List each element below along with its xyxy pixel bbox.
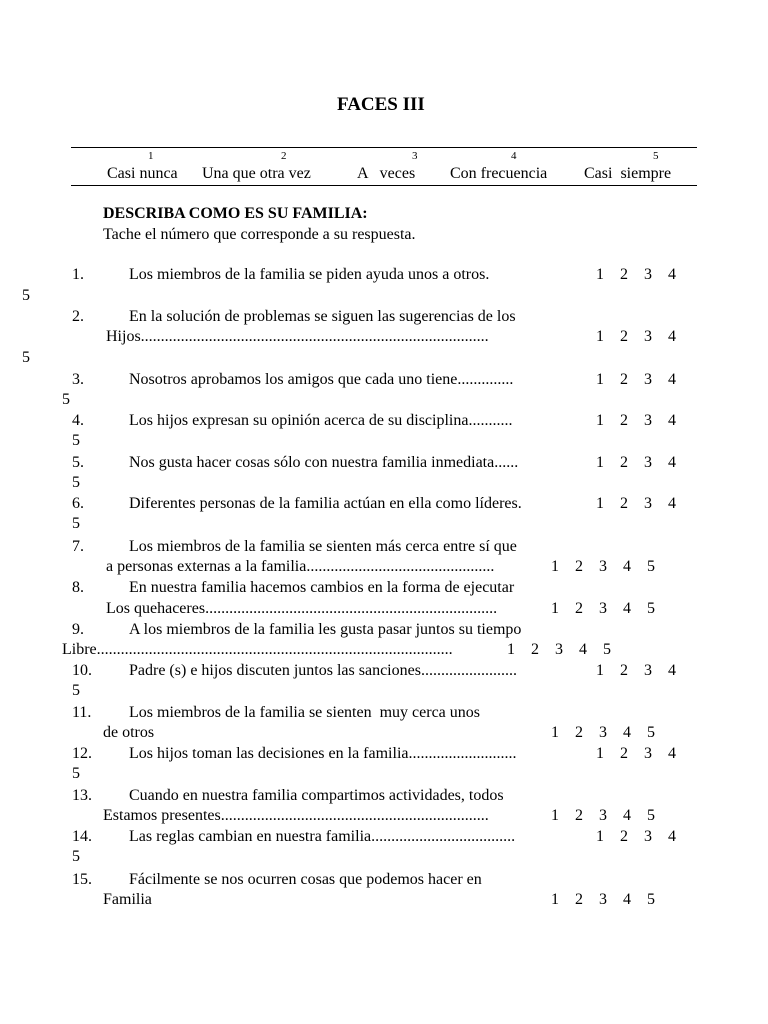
scale-label-4: Con frecuencia bbox=[450, 165, 548, 182]
item-options[interactable]: 1 2 3 4 bbox=[596, 454, 676, 471]
item-text: Nosotros aprobamos los amigos que cada uno tiene.............. bbox=[129, 371, 514, 388]
scale-bottom-rule bbox=[71, 185, 697, 186]
item-text-continued: a personas externas a la familia............................................... bbox=[106, 558, 495, 575]
item-number: 14. bbox=[72, 828, 92, 845]
item-text-continued: Familia bbox=[103, 891, 152, 908]
scale-top-rule bbox=[71, 147, 697, 148]
page-title: FACES III bbox=[337, 94, 425, 115]
item-text: Diferentes personas de la familia actúan en ella como líderes. bbox=[129, 495, 522, 512]
item-options[interactable]: 1 2 3 4 5 bbox=[551, 558, 655, 575]
scale-label-3: A veces bbox=[357, 165, 416, 182]
item-number: 7. bbox=[72, 538, 84, 555]
item-option-wrap[interactable]: 5 bbox=[22, 287, 30, 304]
scale-number-1: 1 bbox=[148, 150, 154, 162]
item-options[interactable]: 1 2 3 4 bbox=[596, 371, 676, 388]
item-text: Las reglas cambian en nuestra familia.................................... bbox=[129, 828, 516, 845]
item-option-wrap[interactable]: 5 bbox=[72, 848, 80, 865]
item-number: 13. bbox=[72, 787, 92, 804]
item-option-wrap[interactable]: 5 bbox=[72, 515, 80, 532]
item-options[interactable]: 1 2 3 4 bbox=[596, 495, 676, 512]
item-number: 4. bbox=[72, 412, 84, 429]
item-option-wrap[interactable]: 5 bbox=[72, 474, 80, 491]
item-options[interactable]: 1 2 3 4 5 bbox=[551, 600, 655, 617]
item-text-continued: Hijos....................................................................................... bbox=[106, 328, 489, 345]
item-text: Padre (s) e hijos discuten juntos las sanciones........................ bbox=[129, 662, 517, 679]
item-options[interactable]: 1 2 3 4 5 bbox=[551, 724, 655, 741]
scale-number-4: 4 bbox=[511, 150, 517, 162]
item-text: Nos gusta hacer cosas sólo con nuestra familia inmediata...... bbox=[129, 454, 519, 471]
scale-label-1: Casi nunca bbox=[107, 165, 178, 182]
scale-label-5: Casi siempre bbox=[584, 165, 672, 182]
item-number: 3. bbox=[72, 371, 84, 388]
item-options[interactable]: 1 2 3 4 5 bbox=[507, 641, 611, 658]
item-options[interactable]: 1 2 3 4 bbox=[596, 745, 676, 762]
item-option-wrap[interactable]: 5 bbox=[72, 765, 80, 782]
item-options[interactable]: 1 2 3 4 5 bbox=[551, 807, 655, 824]
scale-number-2: 2 bbox=[281, 150, 287, 162]
item-options[interactable]: 1 2 3 4 bbox=[596, 828, 676, 845]
item-text: Cuando en nuestra familia compartimos actividades, todos bbox=[129, 787, 504, 804]
item-number: 6. bbox=[72, 495, 84, 512]
instructions-heading: DESCRIBA COMO ES SU FAMILIA: bbox=[103, 205, 368, 222]
item-text: En nuestra familia hacemos cambios en la forma de ejecutar bbox=[129, 579, 515, 596]
item-number: 10. bbox=[72, 662, 92, 679]
item-options[interactable]: 1 2 3 4 bbox=[596, 412, 676, 429]
item-text: Los miembros de la familia se piden ayuda unos a otros. bbox=[129, 266, 490, 283]
item-text-continued: de otros bbox=[103, 724, 155, 741]
item-number: 12. bbox=[72, 745, 92, 762]
item-option-wrap[interactable]: 5 bbox=[62, 391, 70, 408]
item-text: Los miembros de la familia se sienten más cerca entre sí que bbox=[129, 538, 517, 555]
item-text-continued: Los quehaceres......................................................................... bbox=[106, 600, 498, 617]
item-option-wrap[interactable]: 5 bbox=[72, 432, 80, 449]
item-text: A los miembros de la familia les gusta pasar juntos su tiempo bbox=[129, 621, 522, 638]
scale-number-5: 5 bbox=[653, 150, 659, 162]
item-text: En la solución de problemas se siguen las sugerencias de los bbox=[129, 308, 516, 325]
scale-label-2: Una que otra vez bbox=[202, 165, 311, 182]
item-text: Los hijos expresan su opinión acerca de su disciplina........... bbox=[129, 412, 513, 429]
item-text-continued: Estamos presentes................................................................... bbox=[103, 807, 489, 824]
item-number: 11. bbox=[72, 704, 92, 721]
item-options[interactable]: 1 2 3 4 5 bbox=[551, 891, 655, 908]
item-text: Fácilmente se nos ocurren cosas que podemos hacer en bbox=[129, 871, 482, 888]
item-options[interactable]: 1 2 3 4 bbox=[596, 266, 676, 283]
item-number: 15. bbox=[72, 871, 92, 888]
item-option-wrap[interactable]: 5 bbox=[22, 349, 30, 366]
scale-number-3: 3 bbox=[412, 150, 418, 162]
item-options[interactable]: 1 2 3 4 bbox=[596, 662, 676, 679]
item-text: Los miembros de la familia se sienten muy cerca unos bbox=[129, 704, 481, 721]
instructions-text: Tache el número que corresponde a su respuesta. bbox=[103, 226, 416, 243]
item-number: 9. bbox=[72, 621, 84, 638]
item-number: 8. bbox=[72, 579, 84, 596]
item-number: 1. bbox=[72, 266, 84, 283]
item-text: Los hijos toman las decisiones en la familia........................... bbox=[129, 745, 517, 762]
item-option-wrap[interactable]: 5 bbox=[72, 682, 80, 699]
item-number: 2. bbox=[72, 308, 84, 325]
item-text-continued: Libre......................................................................................... bbox=[62, 641, 453, 658]
item-options[interactable]: 1 2 3 4 bbox=[596, 328, 676, 345]
item-number: 5. bbox=[72, 454, 84, 471]
